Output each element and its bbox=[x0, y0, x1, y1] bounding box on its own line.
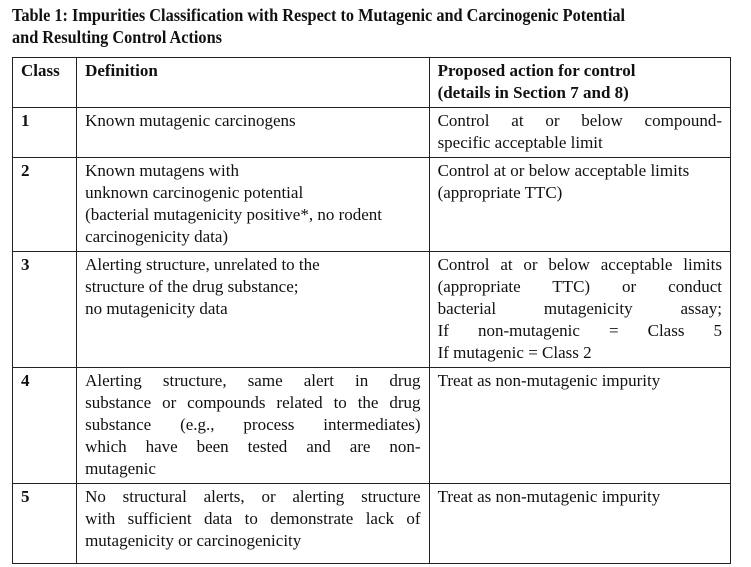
action-line: bacterial mutagenicity assay; bbox=[437, 299, 722, 318]
action-line: Control at or below acceptable limits bbox=[437, 161, 690, 180]
class-cell: 5 bbox=[13, 484, 77, 564]
definition-line: Alerting structure, same alert in drug bbox=[85, 371, 421, 390]
table-title-line: and Resulting Control Actions bbox=[12, 27, 222, 47]
action-cell bbox=[429, 252, 730, 368]
definition-line: mutagenic bbox=[85, 459, 156, 478]
impurities-classification-table bbox=[12, 57, 731, 564]
definition-line: Known mutagens with bbox=[85, 161, 240, 180]
definition-line: (bacterial mutagenicity positive*, no rodent bbox=[85, 205, 383, 224]
class-cell: 1 bbox=[13, 108, 77, 158]
table-row bbox=[13, 484, 731, 564]
definition-line: mutagenicity or carcinogenicity bbox=[85, 531, 302, 550]
action-line: specific acceptable limit bbox=[437, 133, 603, 152]
action-cell bbox=[429, 108, 730, 158]
definition-cell bbox=[77, 368, 429, 484]
class-cell: 4 bbox=[13, 368, 77, 484]
definition-line: substance (e.g., process intermediates) bbox=[85, 415, 421, 434]
definition-line: substance or compounds related to the drug bbox=[85, 393, 421, 412]
table-row bbox=[13, 158, 731, 252]
header-action bbox=[429, 58, 730, 108]
definition-line: which have been tested and are non- bbox=[85, 437, 421, 456]
definition-cell bbox=[77, 484, 429, 564]
action-line: Control at or below acceptable limits bbox=[437, 255, 722, 274]
definition-line: structure of the drug substance; bbox=[85, 277, 299, 296]
action-line: If non-mutagenic = Class 5 bbox=[437, 321, 722, 340]
class-cell: 2 bbox=[13, 158, 77, 252]
header-action-line: (details in Section 7 and 8) bbox=[437, 83, 629, 102]
action-cell bbox=[429, 484, 730, 564]
class-cell: 3 bbox=[13, 252, 77, 368]
definition-line: carcinogenicity data) bbox=[85, 227, 229, 246]
definition-line: with sufficient data to demonstrate lack of bbox=[85, 509, 421, 528]
header-definition: Definition bbox=[77, 58, 429, 108]
table-header-row bbox=[13, 58, 731, 108]
action-line: If mutagenic = Class 2 bbox=[437, 343, 592, 362]
header-action-line: Proposed action for control bbox=[437, 61, 636, 80]
header-class: Class bbox=[13, 58, 77, 108]
definition-cell bbox=[77, 108, 429, 158]
table-row bbox=[13, 368, 731, 484]
definition-line: no mutagenicity data bbox=[85, 299, 228, 318]
action-line: Control at or below compound- bbox=[437, 111, 722, 130]
action-cell bbox=[429, 158, 730, 252]
definition-cell bbox=[77, 252, 429, 368]
table-title-line: Table 1: Impurities Classification with Respect to Mutagenic and Carcinogenic Potential bbox=[12, 5, 626, 25]
table-row bbox=[13, 252, 731, 368]
action-line: Treat as non-mutagenic impurity bbox=[437, 487, 661, 506]
definition-line: No structural alerts, or alerting structure bbox=[85, 487, 421, 506]
action-line: Treat as non-mutagenic impurity bbox=[437, 371, 661, 390]
table-title bbox=[12, 4, 625, 48]
action-line: (appropriate TTC) bbox=[437, 183, 563, 202]
definition-cell bbox=[77, 158, 429, 252]
action-cell bbox=[429, 368, 730, 484]
table-row bbox=[13, 108, 731, 158]
definition-line: Known mutagenic carcinogens bbox=[85, 111, 296, 130]
action-line: (appropriate TTC) or conduct bbox=[437, 277, 722, 296]
definition-line: unknown carcinogenic potential bbox=[85, 183, 304, 202]
definition-line: Alerting structure, unrelated to the bbox=[85, 255, 320, 274]
